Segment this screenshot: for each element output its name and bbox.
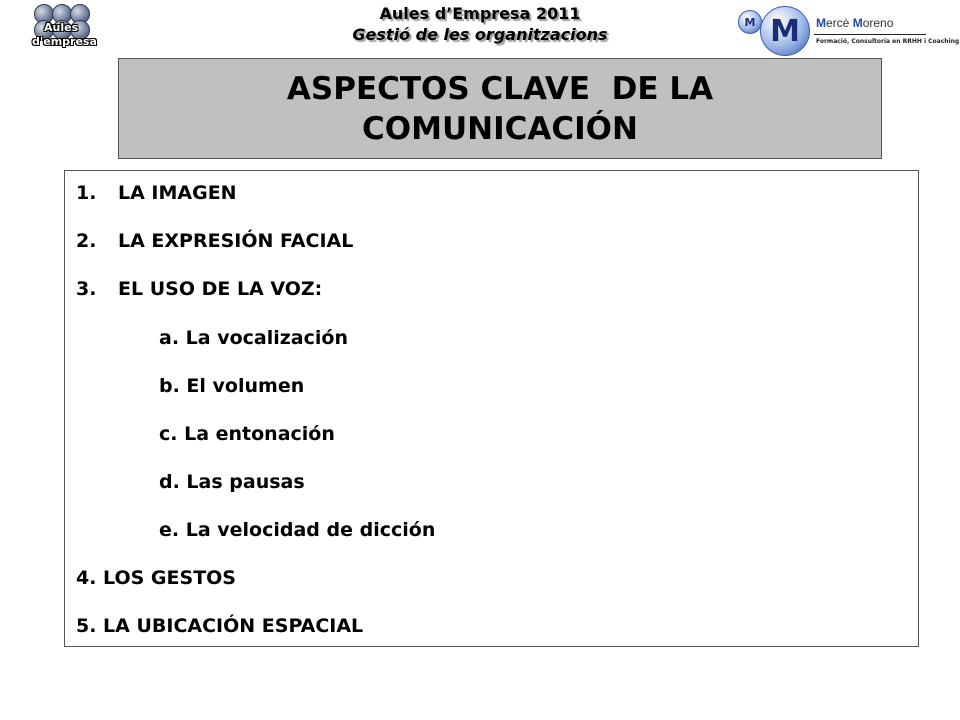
list-item: 5. LA UBICACIÓN ESPACIAL xyxy=(76,615,364,637)
title-line-1: ASPECTOS CLAVE DE LA xyxy=(286,70,714,107)
list-subitem: d. Las pausas xyxy=(159,471,305,493)
list-subitem: a. La vocalización xyxy=(159,327,348,349)
brand-tagline: Formació, Consultoria en RRHH i Coaching xyxy=(816,38,960,45)
content-list xyxy=(64,170,919,647)
list-subitem: e. La velocidad de dicción xyxy=(159,519,436,541)
merce-moreno-logo xyxy=(738,4,960,56)
list-item: 3. EL USO DE LA VOZ: xyxy=(76,278,323,300)
aules-logo xyxy=(30,4,97,52)
brand-divider xyxy=(814,34,926,35)
slide-title xyxy=(118,58,882,159)
logo-word-empresa: d'empresa xyxy=(32,35,97,48)
small-m-icon: M xyxy=(738,10,762,34)
list-item: 4. LOS GESTOS xyxy=(76,567,236,589)
header xyxy=(300,4,660,46)
list-item: 2. LA EXPRESIÓN FACIAL xyxy=(76,230,354,252)
brand-name: Mercè Moreno xyxy=(816,16,894,30)
title-line-2: COMUNICACIÓN xyxy=(362,110,638,147)
header-title: Aules d’Empresa 2011 xyxy=(379,4,581,23)
list-item: 1. LA IMAGEN xyxy=(76,182,237,204)
header-subtitle: Gestió de les organitzacions xyxy=(352,25,608,44)
logo-word-aules: Aules xyxy=(44,21,79,34)
list-subitem: b. El volumen xyxy=(159,375,305,397)
big-m-icon: M xyxy=(760,6,810,56)
list-subitem: c. La entonación xyxy=(159,423,335,445)
